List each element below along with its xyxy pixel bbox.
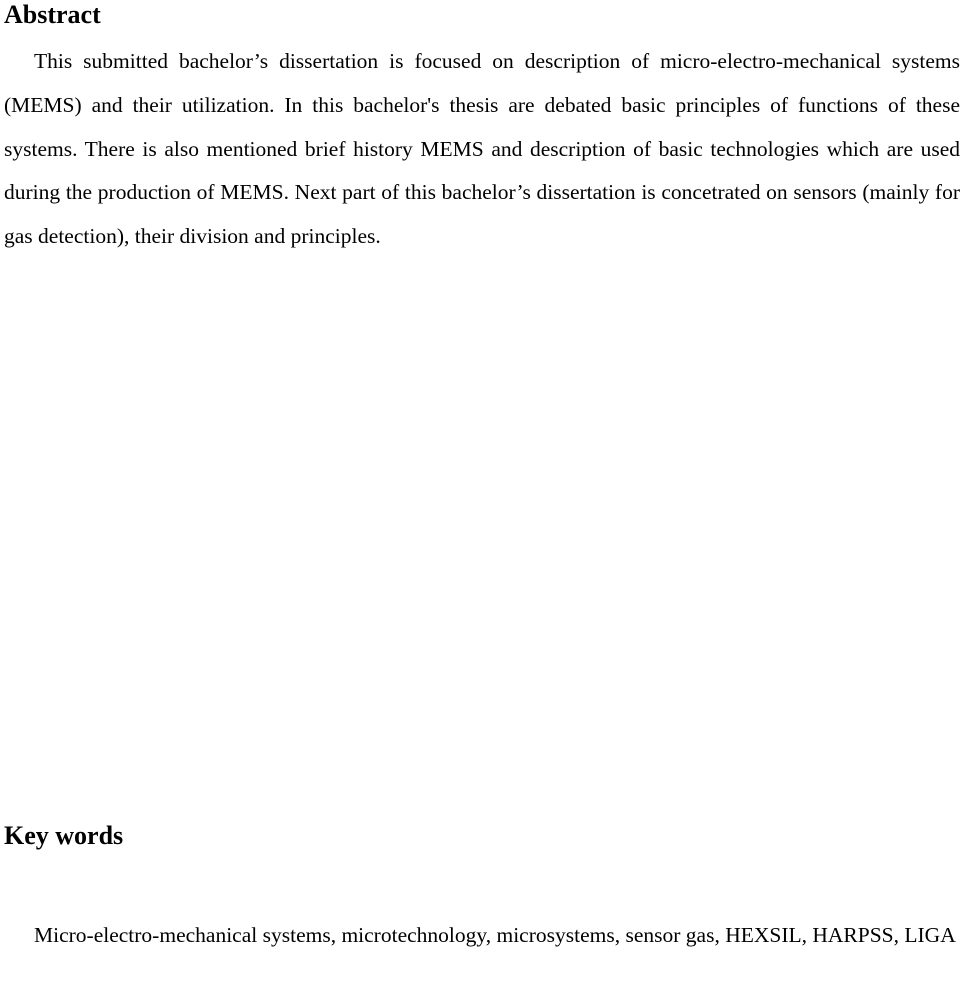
keywords-heading: Key words (4, 821, 124, 850)
abstract-heading: Abstract (4, 0, 101, 29)
abstract-paragraph: This submitted bachelor’s dissertation is focused on description of micro-electro-mechanical systems (MEMS) and their utilization. In this bachelor's thesis are debated basic principles of functions of these systems. There is also mentioned brief history MEMS and description of basic technologies which are used during the production of MEMS. Next part of this bachelor’s dissertation is concetrated on sensors (mainly for gas detection), their division and principles. (4, 49, 960, 249)
keywords-paragraph: Micro-electro-mechanical systems, microtechnology, microsystems, sensor gas, HEXSIL, HARPSS, LIGA (34, 923, 956, 947)
